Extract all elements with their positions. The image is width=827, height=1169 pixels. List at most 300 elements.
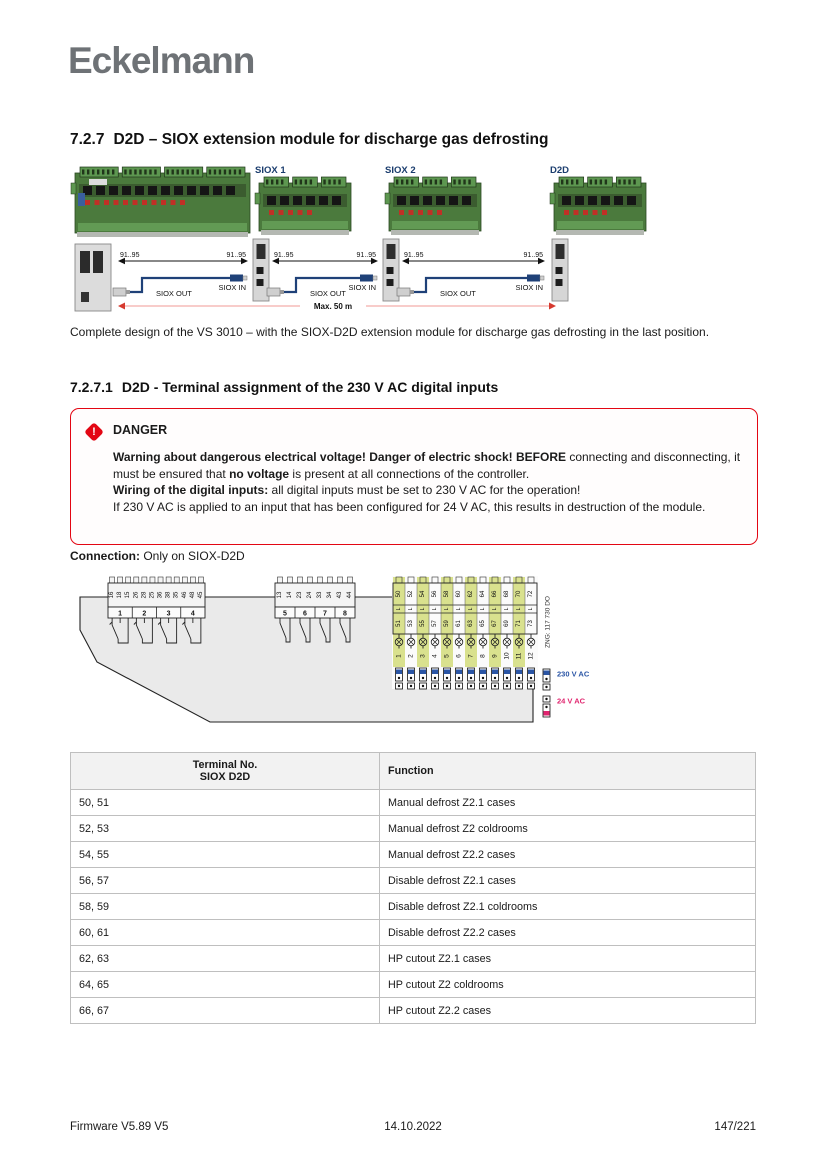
diagram-shape: [588, 196, 597, 205]
terminal-tooth: [150, 577, 155, 583]
input-number: 10: [503, 652, 511, 660]
diagram-shape: [446, 685, 448, 687]
diagram-shape: [468, 180, 470, 185]
diagram-shape: [300, 180, 302, 185]
danger-box: [70, 408, 758, 545]
table-row: [71, 842, 756, 868]
connection-lead: Connection:: [70, 549, 140, 563]
diagram-shape: [93, 251, 103, 273]
table-row: [71, 790, 756, 816]
terminal-number: 69: [504, 620, 510, 627]
terminal-assignment-diagram: [70, 572, 610, 732]
terminal-number: 53: [408, 620, 414, 627]
diagram-shape: [463, 180, 465, 185]
diagram-shape: [408, 670, 414, 675]
diagram-shape: [261, 230, 349, 235]
diagram-shape: [561, 180, 563, 185]
danger-line: If 230 V AC is applied to an input that has been configured for 24 V AC, this results in destruction of the module.: [113, 499, 706, 514]
diagram-shape: [276, 180, 278, 185]
footer-firmware: Firmware V5.89 V5: [70, 1121, 169, 1133]
diagram-shape: [458, 677, 460, 679]
diagram-shape: [595, 180, 597, 185]
subsection-title: D2D - Terminal assignment of the 230 V AC digital inputs: [121, 379, 499, 395]
danger-line: Wiring of the digital inputs: all digital inputs must be set to 230 V AC for the operation!: [113, 483, 581, 498]
terminal-tooth: [110, 577, 115, 583]
diagram-shape: [78, 223, 247, 231]
side-panel: [75, 244, 111, 311]
diagram-shape: [437, 210, 442, 215]
diagram-shape: [306, 196, 315, 205]
diagram-shape: [387, 279, 394, 286]
terminal-number: 59: [444, 620, 450, 627]
diagram-shape: [398, 677, 400, 679]
input-number: 4: [431, 654, 439, 658]
diagram-shape: [97, 170, 99, 175]
table-row: [71, 972, 756, 998]
diagram-shape: [200, 186, 209, 195]
cell-terminal-no: 62, 63: [71, 946, 380, 972]
input-number: 12: [527, 652, 535, 660]
diagram-shape: [102, 170, 104, 175]
diagram-shape: [144, 170, 146, 175]
connection-rest: Only on SIOX-D2D: [140, 549, 245, 563]
section-number: 7.2.7: [70, 131, 105, 148]
diagram-shape: [406, 180, 408, 185]
terminal-tooth: [288, 577, 293, 583]
input-number: 1: [395, 654, 403, 658]
diagram-shape: [528, 670, 534, 675]
diagram-shape: [391, 230, 479, 235]
diagram-shape: [623, 180, 625, 185]
diagram-shape: [288, 210, 293, 215]
diagram-shape: [618, 180, 620, 185]
board-label: SIOX 2: [385, 165, 416, 176]
input-number: 2: [407, 654, 415, 658]
terminal-number: 33: [317, 591, 323, 599]
diagram-shape: [234, 170, 236, 175]
diagram-shape: [266, 180, 268, 185]
input-number: 8: [479, 654, 487, 658]
diagram-shape: [530, 677, 532, 679]
danger-title: DANGER: [113, 423, 168, 437]
diagram-shape: [92, 170, 94, 175]
terminal-number: 65: [480, 620, 486, 627]
diagram-shape: [434, 677, 436, 679]
diagram-shape: [432, 670, 438, 675]
header-terminal-no: Terminal No. SIOX D2D: [71, 753, 380, 790]
terminal-number: 63: [468, 620, 474, 627]
diagram-shape: [518, 677, 520, 679]
terminal-number: 57: [432, 620, 438, 627]
footer-date: 14.10.2022: [384, 1121, 442, 1133]
diagram-shape: [396, 670, 402, 675]
diagram-shape: [269, 210, 274, 215]
diagram-shape: [177, 170, 179, 175]
relay-group-number: 4: [190, 610, 195, 618]
section-heading: [70, 131, 548, 149]
diagram-shape: [425, 180, 427, 185]
terminal-tooth: [318, 577, 323, 583]
diagram-shape: [332, 196, 341, 205]
table-row: [71, 998, 756, 1024]
diagram-shape: [280, 290, 284, 294]
terminal-number: 52: [408, 590, 414, 598]
diagram-shape: [142, 200, 147, 205]
table-row: [71, 868, 756, 894]
diagram-shape: [410, 290, 414, 294]
range-label: 91..95: [120, 252, 140, 259]
header-function: Function: [380, 753, 756, 790]
table-row: [71, 920, 756, 946]
terminal-number: 73: [528, 620, 534, 627]
cell-terminal-no: 66, 67: [71, 998, 380, 1024]
table-header-row: [71, 753, 756, 790]
phase-mark: L: [420, 607, 426, 611]
phase-mark: L: [480, 607, 486, 611]
cell-function: Manual defrost Z2.2 cases: [380, 842, 756, 868]
siox-board: [550, 177, 646, 235]
diagram-shape: [267, 196, 276, 205]
range-label: 91..95: [523, 252, 543, 259]
terminal-number: 71: [516, 620, 522, 627]
diagram-shape: [444, 670, 450, 675]
diagram-shape: [397, 196, 406, 205]
diagram-shape: [453, 180, 455, 185]
diagram-shape: [161, 186, 170, 195]
diagram-shape: [124, 170, 126, 175]
diagram-shape: [152, 200, 157, 205]
terminal-table-body: [71, 790, 756, 1024]
diagram-shape: [575, 196, 584, 205]
diagram-shape: [409, 210, 414, 215]
diagram-shape: [257, 267, 264, 274]
diagram-shape: [229, 170, 231, 175]
phase-mark: L: [432, 607, 438, 611]
phase-mark: L: [492, 607, 498, 611]
terminal-tooth: [158, 577, 163, 583]
diagram-shape: [180, 200, 185, 205]
terminal-number: 62: [468, 590, 474, 598]
diagram-shape: [182, 170, 184, 175]
diagram-shape: [556, 230, 644, 235]
diagram-shape: [545, 698, 547, 700]
diagram-shape: [398, 685, 400, 687]
diagram-shape: [293, 196, 302, 205]
terminal-number: 13: [277, 591, 283, 599]
terminal-number: 64: [480, 590, 486, 598]
diagram-shape: [633, 180, 635, 185]
diagram-shape: [126, 290, 130, 294]
terminal-number: 67: [492, 620, 498, 627]
diagram-shape: [590, 180, 592, 185]
diagram-shape: [410, 196, 419, 205]
terminal-tooth: [166, 577, 171, 583]
diagram-shape: [516, 670, 522, 675]
diagram-shape: [530, 685, 532, 687]
siox-board: [255, 177, 351, 235]
footer-page-number: 147/221: [714, 1121, 756, 1133]
diagram-shape: [224, 170, 226, 175]
arrowhead: [549, 303, 556, 310]
diagram-shape: [295, 180, 297, 185]
diagram-shape: [129, 170, 131, 175]
diagram-shape: [436, 196, 445, 205]
diagram-shape: [556, 244, 565, 259]
diagram-shape: [107, 170, 109, 175]
siox-chain-figure: [70, 163, 650, 319]
input-number: 3: [419, 654, 427, 658]
diagram-shape: [161, 200, 166, 205]
diagram-shape: [456, 670, 462, 675]
diagram-shape: [550, 193, 555, 204]
diagram-shape: [280, 196, 289, 205]
diagram-shape: [71, 183, 76, 194]
diagram-shape: [482, 685, 484, 687]
terminal-tooth: [328, 577, 333, 583]
diagram-shape: [420, 670, 426, 675]
diagram-shape: [114, 200, 119, 205]
diagram-shape: [401, 180, 403, 185]
terminal-number: 16: [109, 591, 116, 599]
diagram-shape: [109, 186, 118, 195]
diagram-shape: [562, 196, 571, 205]
range-label: 91..95: [274, 252, 294, 259]
diagram-shape: [480, 670, 486, 675]
diagram-shape: [81, 292, 89, 302]
cell-terminal-no: 52, 53: [71, 816, 380, 842]
diagram-shape: [544, 671, 550, 676]
siox-board: [385, 177, 481, 235]
terminal-number: 24: [307, 591, 313, 599]
diagram-shape: [271, 180, 273, 185]
diagram-shape: [545, 706, 547, 708]
diagram-shape: [78, 193, 85, 206]
diagram-shape: [243, 276, 247, 280]
diagram-shape: [148, 186, 157, 195]
diagram-shape: [602, 210, 607, 215]
siox-in-label: SIOX IN: [515, 283, 543, 292]
diagram-shape: [213, 186, 222, 195]
page-footer: [70, 1121, 756, 1133]
diagram-shape: [440, 180, 442, 185]
diagram-shape: [172, 170, 174, 175]
input-number: 7: [467, 654, 475, 658]
input-number: 9: [491, 654, 499, 658]
cell-function: Disable defrost Z2.2 cases: [380, 920, 756, 946]
diagram-shape: [87, 170, 89, 175]
diagram-shape: [504, 670, 510, 675]
danger-text: [113, 449, 741, 515]
cell-function: Disable defrost Z2.1 cases: [380, 868, 756, 894]
table-row: [71, 946, 756, 972]
terminal-tooth: [198, 577, 203, 583]
cell-terminal-no: 54, 55: [71, 842, 380, 868]
diagram-shape: [112, 170, 114, 175]
diagram-shape: [387, 244, 396, 259]
diagram-shape: [257, 279, 264, 286]
max-length-label: Max. 50 m: [313, 302, 353, 311]
terminal-tooth: [308, 577, 313, 583]
diagram-shape: [545, 686, 547, 688]
diagram-shape: [328, 180, 330, 185]
terminal-number: 54: [420, 590, 426, 598]
diagram-shape: [255, 193, 260, 204]
cable-plug: [113, 288, 126, 296]
diagram-shape: [458, 685, 460, 687]
cell-function: HP cutout Z2 coldrooms: [380, 972, 756, 998]
terminal-number: 43: [337, 591, 343, 599]
diagram-shape: [333, 180, 335, 185]
range-label: 91..95: [356, 252, 376, 259]
cell-function: Manual defrost Z2.1 cases: [380, 790, 756, 816]
diagram-shape: [174, 186, 183, 195]
siox-in-label: SIOX IN: [218, 283, 246, 292]
terminal-tooth: [348, 577, 353, 583]
diagram-shape: [605, 180, 607, 185]
diagram-shape: [593, 210, 598, 215]
diagram-shape: [518, 685, 520, 687]
terminal-number: 15: [125, 591, 132, 599]
terminal-tooth: [126, 577, 131, 583]
diagram-shape: [627, 196, 636, 205]
board-label: SIOX 1: [255, 165, 286, 176]
diagram-shape: [600, 180, 602, 185]
diagram-shape: [187, 186, 196, 195]
diagram-shape: [387, 267, 394, 274]
terminal-tooth: [118, 577, 123, 583]
relay-group-number: 6: [303, 610, 307, 618]
diagram-shape: [601, 196, 610, 205]
diagram-shape: [134, 170, 136, 175]
siox-out-label: SIOX OUT: [440, 289, 476, 298]
terminal-number: 46: [181, 591, 188, 599]
cell-terminal-no: 50, 51: [71, 790, 380, 816]
terminal-number: 14: [287, 591, 293, 599]
diagram-shape: [458, 180, 460, 185]
relay-group-number: 3: [166, 610, 171, 618]
relay-group-number: 7: [323, 610, 327, 618]
diagram-shape: [122, 186, 131, 195]
diagram-shape: [226, 186, 235, 195]
terminal-number: 72: [528, 590, 534, 598]
diagram-shape: [449, 196, 458, 205]
diagram-shape: [257, 244, 266, 259]
cable-plug: [527, 275, 540, 282]
diagram-shape: [557, 221, 643, 229]
cell-function: HP cutout Z2.1 cases: [380, 946, 756, 972]
phase-mark: L: [528, 607, 534, 611]
diagram-shape: [262, 221, 348, 229]
terminal-number: 45: [197, 591, 204, 599]
diagram-shape: [574, 210, 579, 215]
diagram-shape: [80, 251, 90, 273]
diagram-shape: [239, 170, 241, 175]
terminal-number: 26: [133, 591, 140, 599]
terminal-number: 61: [456, 620, 462, 627]
diagram-shape: [506, 685, 508, 687]
diagram-shape: [556, 267, 563, 274]
diagram-shape: [82, 170, 84, 175]
diagram-shape: [298, 210, 303, 215]
diagram-shape: [418, 210, 423, 215]
diagram-shape: [149, 170, 151, 175]
diagram-shape: [470, 677, 472, 679]
cell-terminal-no: 56, 57: [71, 868, 380, 894]
diagram-shape: [338, 180, 340, 185]
legend-24vac: 24 V AC: [557, 696, 586, 706]
terminal-number: 25: [149, 591, 156, 599]
diagram-shape: [492, 670, 498, 675]
terminal-number: 28: [141, 591, 148, 599]
diagram-shape: [540, 276, 544, 280]
relay-group-number: 1: [118, 610, 123, 618]
terminal-number: 51: [396, 620, 402, 627]
phase-mark: L: [504, 607, 510, 611]
terminal-tooth: [182, 577, 187, 583]
terminal-number: 18: [117, 591, 124, 599]
diagram-shape: [583, 210, 588, 215]
diagram-shape: [545, 678, 547, 680]
diagram-shape: [85, 200, 90, 205]
cable-plug: [230, 275, 243, 282]
subsection-heading: [70, 379, 498, 395]
siox-out-label: SIOX OUT: [310, 289, 346, 298]
diagram-shape: [411, 180, 413, 185]
terminal-number: 48: [189, 591, 196, 599]
phase-mark: L: [456, 607, 462, 611]
diagram-shape: [279, 210, 284, 215]
diagram-shape: [446, 677, 448, 679]
input-number: 5: [443, 654, 451, 658]
diagram-shape: [556, 279, 563, 286]
diagram-shape: [435, 180, 437, 185]
diagram-shape: [614, 196, 623, 205]
cell-terminal-no: 64, 65: [71, 972, 380, 998]
diagram-shape: [133, 200, 138, 205]
cable-plug: [397, 288, 410, 296]
diagram-shape: [154, 170, 156, 175]
diagram-shape: [139, 170, 141, 175]
cell-function: Disable defrost Z2.1 coldrooms: [380, 894, 756, 920]
diagram-shape: [319, 196, 328, 205]
diagram-shape: [482, 677, 484, 679]
terminal-number: 35: [173, 591, 180, 599]
diagram-shape: [310, 180, 312, 185]
phase-mark: L: [408, 607, 414, 611]
diagram-shape: [209, 170, 211, 175]
terminal-number: 23: [297, 591, 303, 599]
diagram-shape: [323, 180, 325, 185]
phase-mark: L: [444, 607, 450, 611]
input-number: 6: [455, 654, 463, 658]
terminal-number: 44: [347, 591, 353, 599]
side-panel: [383, 239, 399, 301]
phase-mark: L: [396, 607, 402, 611]
board-label: D2D: [550, 165, 570, 176]
diagram-shape: [89, 179, 107, 185]
diagram-shape: [566, 180, 568, 185]
diagram-shape: [422, 677, 424, 679]
siox-in-label: SIOX IN: [348, 283, 376, 292]
diagram-shape: [281, 180, 283, 185]
diagram-shape: [96, 186, 105, 195]
drawing-number: ZNG: 117 730 DO: [544, 596, 552, 648]
diagram-shape: [307, 210, 312, 215]
diagram-shape: [564, 210, 569, 215]
terminal-tooth: [142, 577, 147, 583]
diagram-shape: [104, 200, 109, 205]
terminal-number: 58: [444, 590, 450, 598]
